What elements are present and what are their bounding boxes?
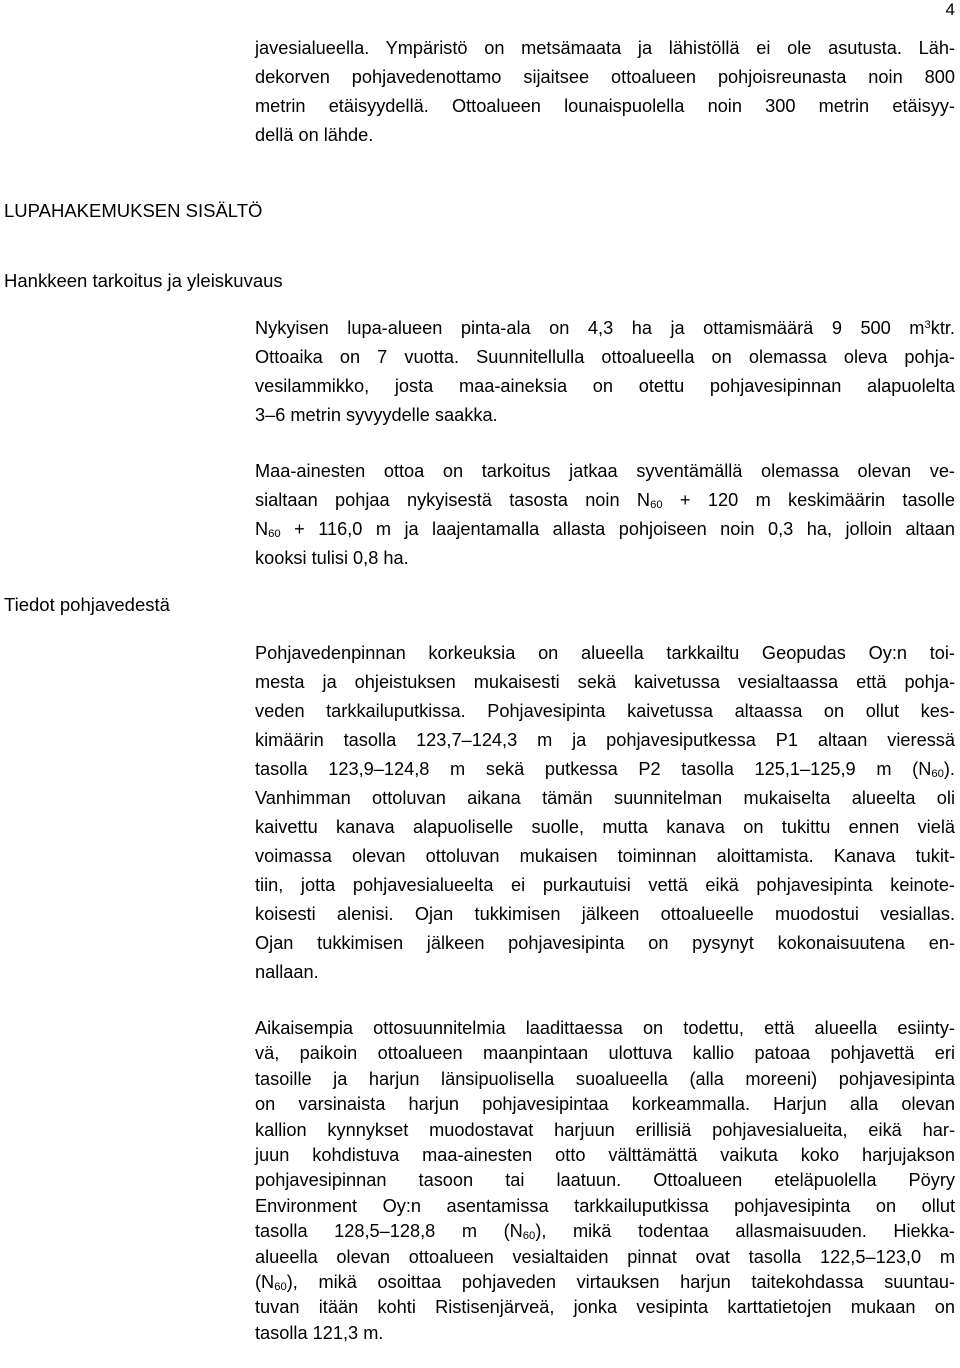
text-line: pohjavesipinnan tasoon tai laatuun. Ottoalueen eteläpuolella Pöyry xyxy=(255,1170,955,1191)
text-line: Aikaisempia ottosuunnitelmia laadittaessa on todettu, että alueella esiinty- xyxy=(255,1018,955,1038)
text-line: metrin etäisyydellä. Ottoalueen lounaispuolella noin 300 metrin etäisyy- xyxy=(255,96,955,116)
text-line: $(N_{60})$, mikä osoittaa pohjaveden virtauksen harjun taitekohdassa suuntau- xyxy=(255,1272,955,1294)
page-number: 4 xyxy=(945,0,955,19)
section-heading: LUPAHAKEMUKSEN SISÄLTÖ xyxy=(4,200,263,221)
text-line: vesilammikko, josta maa-aineksia on otettu pohjavesipinnan alapuolelta xyxy=(255,376,955,396)
text-line: Maa-ainesten ottoa on tarkoitus jatkaa syventämällä olemassa olevan ve- xyxy=(255,461,955,481)
subheading-groundwater: Tiedot pohjavedestä xyxy=(4,594,170,615)
text-line: sialtaan pohjaa nykyisestä tasosta noin $N_{60} + 120$ m keskimäärin tasolle xyxy=(255,490,955,512)
text-line: tuvan itään kohti Ristisenjärveä, jonka vesipinta karttatietojen mukaan on xyxy=(255,1297,955,1318)
text-line: veden tarkkailuputkissa. Pohjavesipinta kaivetussa altaassa on ollut kes- xyxy=(255,701,955,721)
subheading-purpose: Hankkeen tarkoitus ja yleiskuvaus xyxy=(4,270,283,291)
text-line: 3–6 metrin syvyydelle saakka. xyxy=(255,405,498,425)
text-line: Vanhimman ottoluvan aikana tämän suunnitelman mukaiselta alueelta oli xyxy=(255,788,955,808)
text-line: mesta ja ohjeistuksen mukaisesti sekä kaivetussa vesialtaassa että pohja- xyxy=(255,672,955,692)
text-line: tasolla 128,5–128,8 m $(N_{60})$, mikä todentaa allasmaisuuden. Hiekka- xyxy=(255,1221,955,1243)
text-line: tiin, jotta pohjavesialueelta ei purkautuisi vettä eikä pohjavesipinta keinote- xyxy=(255,875,955,895)
text-line: kooksi tulisi 0,8 ha. xyxy=(255,548,409,568)
text-line: tasoille ja harjun länsipuolisella suoalueella (alla moreeni) pohjavesipinta xyxy=(255,1068,955,1089)
text-line: kallion kynnykset muodostavat harjuun erillisiä pohjavesialueita, eikä har- xyxy=(255,1119,955,1140)
text-line: kimäärin tasolla 123,7–124,3 m ja pohjavesiputkessa P1 altaan vieressä xyxy=(255,730,955,750)
text-line: nallaan. xyxy=(255,962,319,982)
text-line: $N_{60} + 116,0$ m ja laajentamalla allasta pohjoiseen noin 0,3 ha, jolloin altaan xyxy=(255,519,955,541)
text-line: tasolla 121,3 m. xyxy=(255,1322,384,1343)
text-line: voimassa olevan ottoluvan mukaisen toiminnan aloittamista. Kanava tukit- xyxy=(255,846,955,866)
text-line: Ottoaika on 7 vuotta. Suunnitellulla ottoalueella on olemassa oleva pohja- xyxy=(255,347,955,367)
text-line: on varsinaista harjun pohjavesipintaa korkeammalla. Harjun alla olevan xyxy=(255,1094,955,1115)
text-line: dekorven pohjavedenottamo sijaitsee ottoalueen pohjoisreunasta noin 800 xyxy=(255,67,955,87)
text-line: kaivettu kanava alapuoliselle suolle, mutta kanava on tukittu ennen vielä xyxy=(255,817,955,837)
text-line: Environment Oy:n asentamissa tarkkailuputkissa pohjavesipinta on ollut xyxy=(255,1195,955,1216)
text-line: tasolla 123,9–124,8 m sekä putkessa P2 tasolla 125,1–125,9 m $(N_{60})$. xyxy=(255,759,955,781)
text-line: vä, paikoin ottoalueen maanpintaan ulottuva kallio patoaa pohjavettä eri xyxy=(255,1043,955,1064)
text-line: koisesti alenisi. Ojan tukkimisen jälkeen ottoalueelle muodostui vesiallas. xyxy=(255,904,955,924)
text-line: Nykyisen lupa-alueen pinta-ala on 4,3 ha ja ottamismäärä 9 500 $m^3ktr$. xyxy=(255,318,955,338)
text-line: dellä on lähde. xyxy=(255,125,374,145)
text-line: Pohjavedenpinnan korkeuksia on alueella tarkkailtu Geopudas Oy:n toi- xyxy=(255,643,955,663)
text-line: javesialueella. Ympäristö on metsämaata ja lähistöllä ei ole asutusta. Läh- xyxy=(255,38,955,58)
text-line: alueella olevan ottoalueen vesialtaiden pinnat ovat tasolla 122,5–123,0 m xyxy=(255,1246,955,1267)
text-line: Ojan tukkimisen jälkeen pohjavesipinta on pysynyt kokonaisuutena en- xyxy=(255,933,955,953)
text-line: juun kohdistuva maa-ainesten otto välttämättä vaikuta koko harjujakson xyxy=(255,1145,955,1165)
